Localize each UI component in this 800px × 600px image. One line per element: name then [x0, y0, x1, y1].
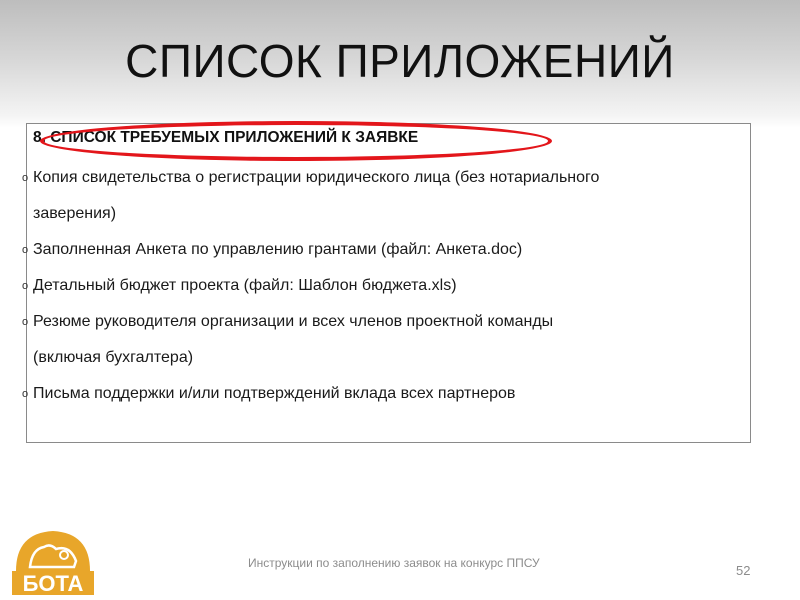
bullet-icon: o: [22, 280, 29, 292]
highlight-ellipse: [40, 121, 552, 161]
list-item-text: Заполненная Анкета по управлению грантами (файл: Анкета.doc): [33, 241, 523, 258]
bullet-icon: o: [22, 316, 29, 328]
logo-text: БОТА: [22, 571, 84, 596]
footer-text: Инструкции по заполнению заявок на конкурс ППСУ: [248, 556, 540, 570]
bullet-icon: o: [22, 244, 29, 256]
logo-arch: [16, 531, 90, 571]
bullet-icon: o: [22, 388, 29, 400]
list-item-text: Резюме руководителя организации и всех членов проектной команды: [33, 313, 554, 330]
list-item-text: Копия свидетельства о регистрации юридического лица (без нотариального: [33, 169, 600, 186]
list-item: [22, 268, 752, 304]
list-item-text: (включая бухгалтера): [33, 349, 194, 366]
list-item: [22, 232, 752, 268]
slide-title: СПИСОК ПРИЛОЖЕНИЙ: [125, 35, 675, 87]
list-item: [22, 160, 752, 232]
list-item: [22, 304, 752, 376]
list-item-text: Письма поддержки и/или подтверждений вклада всех партнеров: [33, 385, 516, 402]
bullet-icon: o: [22, 172, 29, 184]
list-item-text: Детальный бюджет проекта (файл: Шаблон бюджета.xls): [33, 277, 457, 294]
bota-logo-icon: [10, 525, 96, 597]
list-item: [22, 376, 752, 412]
section-heading: 8. СПИСОК ТРЕБУЕМЫХ ПРИЛОЖЕНИЙ К ЗАЯВКЕ: [33, 129, 419, 146]
bullet-list: [22, 160, 752, 412]
list-item-text: заверения): [33, 205, 117, 222]
page-number: 52: [736, 563, 751, 578]
